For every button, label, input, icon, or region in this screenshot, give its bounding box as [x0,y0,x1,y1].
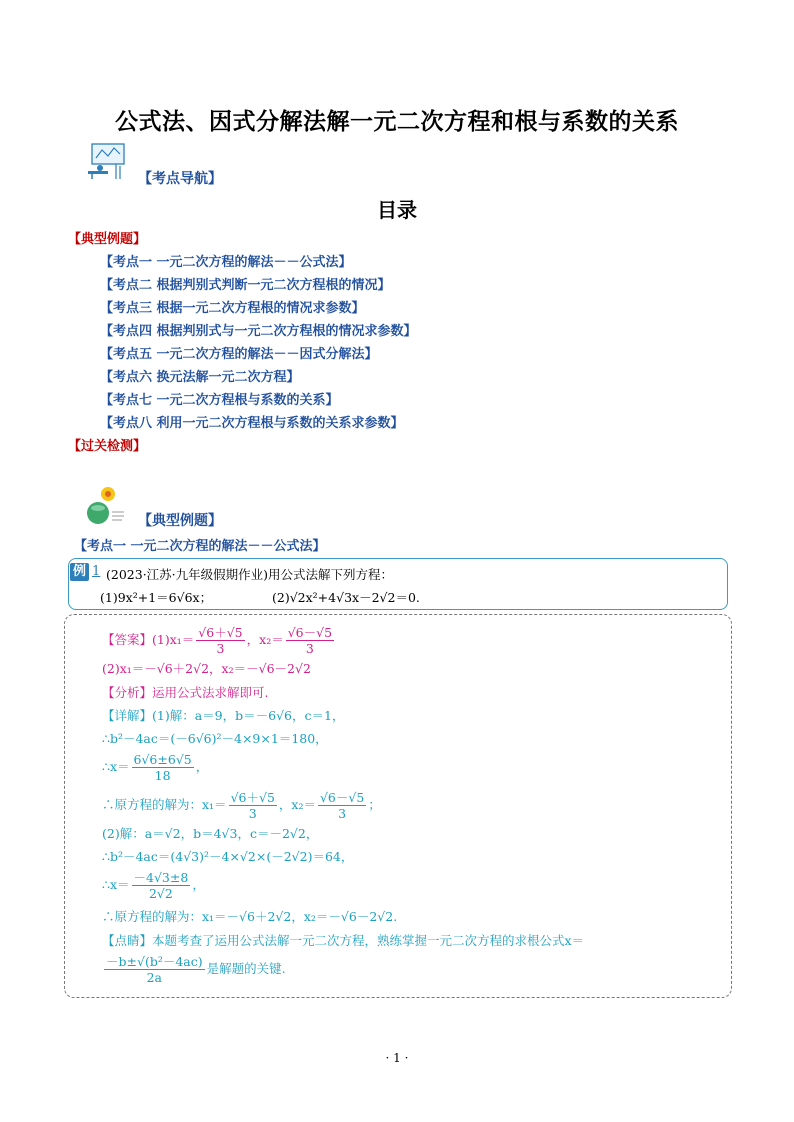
detail-7-suffix: ， [192,877,205,892]
analysis-line: 【分析】运用公式法求解即可. [102,685,269,700]
comment-line-1: 【点睛】本题考查了运用公式法解一元二次方程，熟练掌握一元二次方程的求根公式x＝ [102,933,585,948]
question-part-1: (1)9x²+1＝6√6x； [100,590,213,605]
toc-item-3[interactable]: 【考点三 根据一元二次方程根的情况求参数】 [100,301,365,316]
toc-item-1[interactable]: 【考点一 一元二次方程的解法－－公式法】 [100,255,352,270]
fraction-numerator: －4√3±8 [133,870,189,885]
classroom-icon [86,142,130,180]
detail-line-1: 【详解】(1)解：a＝9，b＝－6√6，c＝1， [102,708,345,723]
topic-heading: 【考点一 一元二次方程的解法－－公式法】 [74,539,326,554]
nav-label: 【考点导航】 [138,171,222,187]
answer-1-prefix: (1)x₁＝ [152,632,195,647]
page-number: · 1 · [385,1051,409,1065]
answer-label: 【答案】 [102,632,153,647]
fraction-denominator: 3 [338,806,347,821]
answer-line-2: (2)x₁＝－√6＋2√2，x₂＝－√6－2√2 [102,661,311,676]
answer-1-mid: ，x₂＝ [246,632,284,647]
detail-4-mid: ，x₂＝ [278,797,316,812]
flask-icon [84,486,128,526]
fraction [286,625,334,656]
fraction-denominator: 3 [216,641,225,656]
question-tag: 例 [70,563,89,581]
toc-tail[interactable]: 【过关检测】 [68,439,147,454]
detail-line-3 [102,752,208,783]
detail-4-suffix: ； [368,797,381,812]
fraction-numerator: √6＋√5 [198,625,243,640]
fraction-numerator: －b±√(b²－4ac) [106,954,203,969]
fraction [132,870,191,901]
toc-item-6[interactable]: 【考点六 换元法解一元二次方程】 [100,370,300,385]
question-part-2: (2)√2x²+4√3x－2√2＝0. [272,590,420,605]
fraction-numerator: √6－√5 [287,625,333,640]
fraction [318,790,366,821]
fraction-numerator: √6－√5 [319,790,365,805]
detail-line-7 [102,870,205,901]
detail-line-6: ∴b²－4ac＝(4√3)²－4×√2×(－2√2)＝64， [102,849,354,864]
toc-title: 目录 [377,198,417,222]
comment-line-2 [102,954,286,985]
detail-line-2: ∴b²－4ac＝(－6√6)²－4×9×1＝180， [102,731,328,746]
toc-item-7[interactable]: 【考点七 一元二次方程根与系数的关系】 [100,393,339,408]
fraction-denominator: 2a [146,970,163,985]
fraction [196,625,244,656]
fraction [229,790,277,821]
toc-item-8[interactable]: 【考点八 利用一元二次方程根与系数的关系求参数】 [100,416,404,431]
detail-7-prefix: ∴x＝ [102,877,130,892]
detail-line-8: ∴原方程的解为：x₁＝－√6＋2√2，x₂＝－√6－2√2. [102,909,398,924]
fraction-denominator: 3 [248,806,257,821]
toc-head: 【典型例题】 [68,232,147,247]
detail-line-4 [102,790,381,821]
fraction-numerator: 6√6±6√5 [133,752,192,767]
question-number: 1 [92,564,101,579]
page-title: 公式法、因式分解法解一元二次方程和根与系数的关系 [115,108,679,135]
toc-item-5[interactable]: 【考点五 一元二次方程的解法－－因式分解法】 [100,347,378,362]
answer-line-1 [102,625,336,656]
toc-item-4[interactable]: 【考点四 根据判别式与一元二次方程根的情况求参数】 [100,324,417,339]
fraction [104,954,205,985]
detail-3-prefix: ∴x＝ [102,759,130,774]
detail-3-suffix: ， [195,759,209,774]
fraction-denominator: 18 [154,768,171,783]
fraction [132,752,194,783]
fraction-numerator: √6＋√5 [230,790,275,805]
section-label: 【典型例题】 [138,513,222,529]
question-source: (2023·江苏·九年级假期作业)用公式法解下列方程： [106,567,394,582]
detail-line-5: (2)解：a＝√2，b＝4√3，c＝－2√2， [102,826,319,841]
detail-4-prefix: ∴原方程的解为：x₁＝ [102,797,227,812]
fraction-denominator: 2√2 [148,886,173,901]
comment-2-suffix: 是解题的关键. [206,961,286,976]
toc-item-2[interactable]: 【考点二 根据判别式判断一元二次方程根的情况】 [100,278,391,293]
fraction-denominator: 3 [305,641,314,656]
